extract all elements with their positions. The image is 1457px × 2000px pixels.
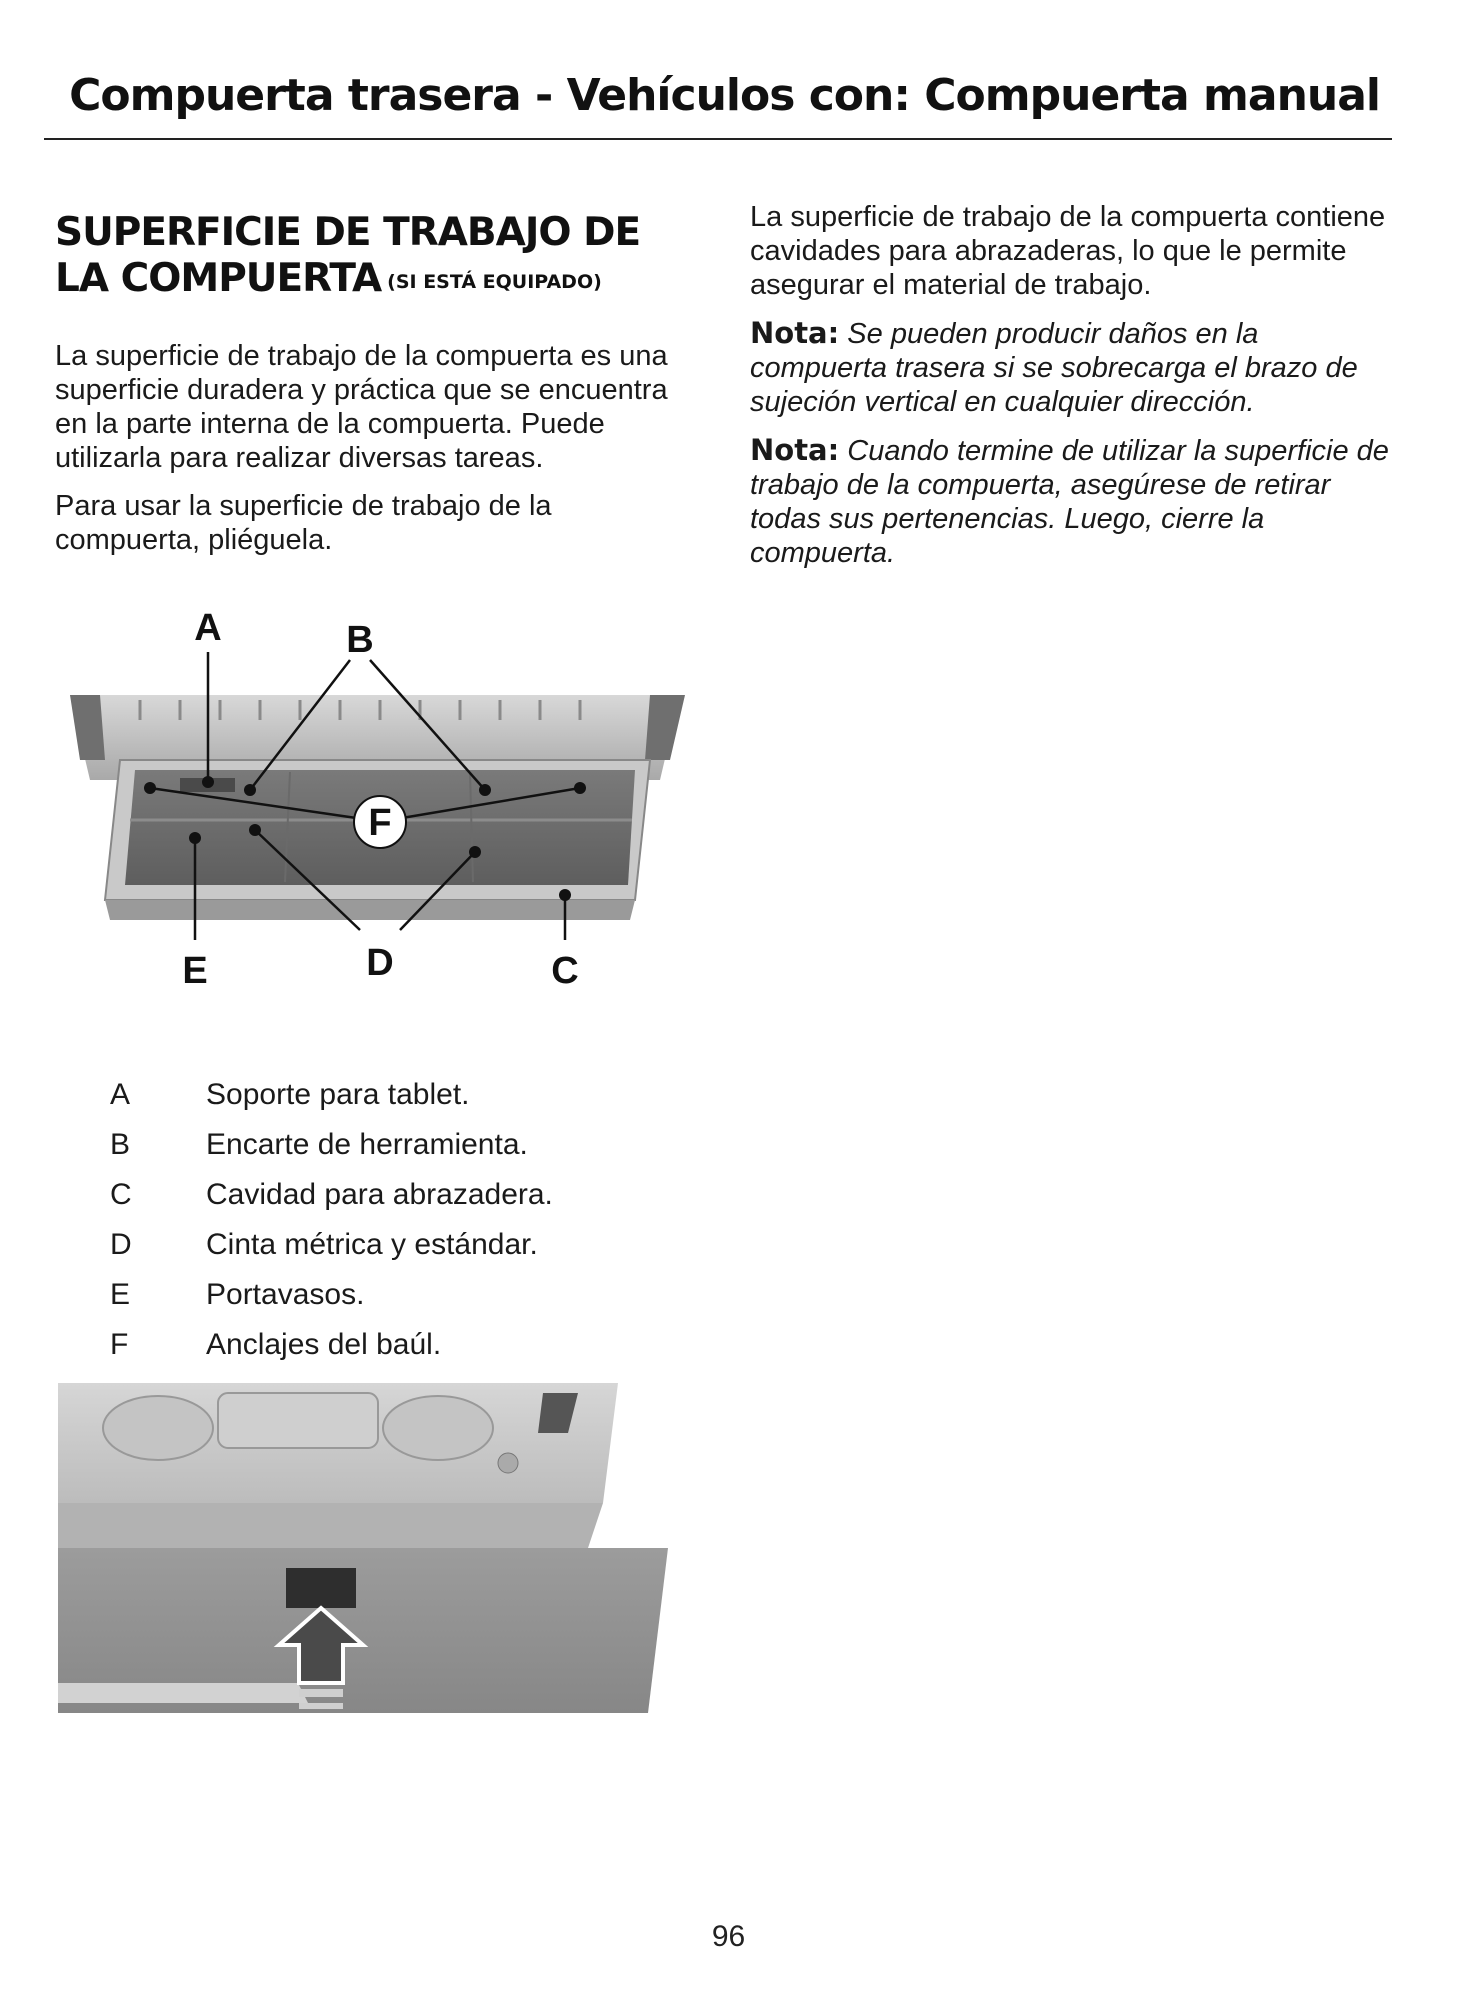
callout-b: B xyxy=(346,619,374,661)
legend-text: Portavasos. xyxy=(206,1278,365,1311)
note-1-label: Nota: xyxy=(750,316,840,350)
callout-e: E xyxy=(182,950,208,992)
section-title-line2: LA COMPUERTA xyxy=(55,256,382,301)
legend-item xyxy=(100,1220,680,1270)
note-2-label: Nota: xyxy=(750,433,840,467)
header-divider xyxy=(44,138,1392,140)
callout-c: C xyxy=(551,950,579,992)
tailgate-work-surface-figure xyxy=(60,610,700,1030)
right-column xyxy=(750,200,1390,584)
section-qualifier: (SI ESTÁ EQUIPADO) xyxy=(387,271,602,293)
legend-letter: B xyxy=(110,1128,131,1161)
left-column xyxy=(55,200,685,571)
legend-text: Encarte de herramienta. xyxy=(206,1128,528,1161)
legend-letter: D xyxy=(110,1228,132,1261)
legend-text: Soporte para tablet. xyxy=(206,1078,470,1111)
tailgate-closeup-illustration xyxy=(58,1383,668,1713)
legend-text: Cinta métrica y estándar. xyxy=(206,1228,538,1261)
legend-letter: A xyxy=(110,1078,131,1111)
page-number: 96 xyxy=(711,1920,746,1953)
section-title xyxy=(55,210,685,305)
callout-d: D xyxy=(366,942,394,984)
legend-text: Cavidad para abrazadera. xyxy=(206,1178,553,1211)
legend-item xyxy=(100,1170,680,1220)
clamp-paragraph: La superficie de trabajo de la compuerta contiene cavidades para abrazaderas, lo que le permite asegurar el material de trabajo. xyxy=(750,201,1386,301)
legend-item xyxy=(100,1120,680,1170)
callout-a: A xyxy=(194,610,222,649)
intro-paragraph: La superficie de trabajo de la compuerta es una superficie duradera y práctica que se encuentra en la parte interna de la compuerta. Puede utilizarla para realizar diversas tareas. xyxy=(55,340,668,474)
legend-letter: E xyxy=(110,1278,131,1311)
callout-legend xyxy=(100,1070,680,1370)
legend-item xyxy=(100,1070,680,1120)
legend-letter: C xyxy=(110,1178,132,1211)
section-title-line1: SUPERFICIE DE TRABAJO DE xyxy=(55,210,641,255)
note-1 xyxy=(750,316,1390,419)
note-2 xyxy=(750,433,1390,570)
legend-item xyxy=(100,1320,680,1370)
legend-letter: F xyxy=(110,1328,129,1361)
fold-work-surface-figure xyxy=(58,1383,688,1733)
note-1-text: Se pueden producir daños en la compuerta trasera si se sobrecarga el brazo de sujeción vertical en cualquier dirección. xyxy=(750,318,1358,418)
legend-text: Anclajes del baúl. xyxy=(206,1328,442,1361)
usage-paragraph: Para usar la superficie de trabajo de la compuerta, pliéguela. xyxy=(55,490,552,556)
callout-f: F xyxy=(368,802,392,844)
note-2-text: Cuando termine de utilizar la superficie de trabajo de la compuerta, asegúrese de retirar todas sus pertenencias. Luego, cierre la compuerta. xyxy=(750,435,1389,569)
legend-item xyxy=(100,1270,680,1320)
page-header-title: Compuerta trasera - Vehículos con: Compuerta manual xyxy=(69,70,1380,121)
